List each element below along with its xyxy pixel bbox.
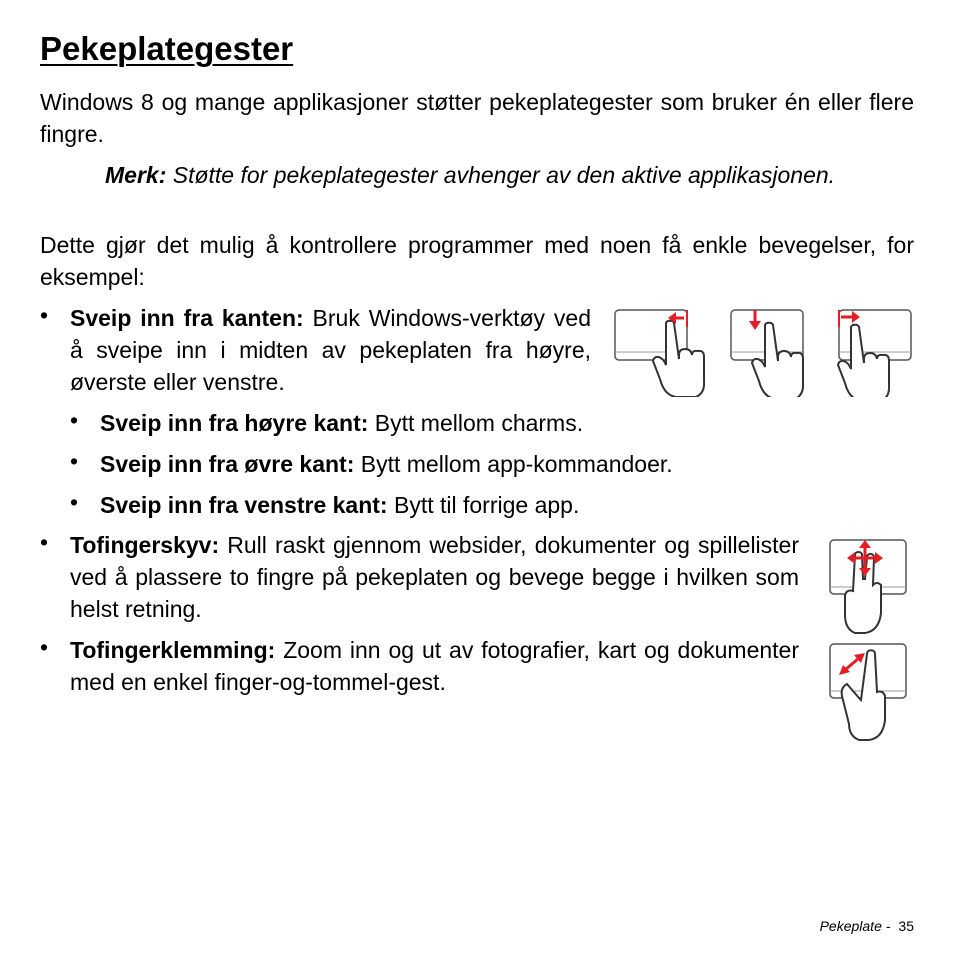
- sub-item-left-edge: [100, 489, 579, 521]
- footer-section: Pekeplate -: [819, 918, 891, 934]
- sub-item-top-edge: [100, 448, 673, 480]
- list-item-text: Zoom inn og ut av fotografier, kart og dokumenter med en enkel finger-og-tommel-gest.: [70, 637, 799, 695]
- lead-paragraph: Dette gjør det mulig å kontrollere programmer med noen få enkle bevegelser, for eksempel:: [40, 232, 914, 290]
- note: [105, 159, 914, 191]
- page-title: Pekeplategester: [40, 30, 294, 67]
- touchpad-swipe-from-right-icon: [612, 305, 712, 397]
- touchpad-swipe-from-left-icon: [835, 305, 920, 397]
- note-text: Støtte for pekeplategester avhenger av den aktive applikasjonen.: [172, 162, 836, 188]
- sub-bullet-marker: •: [70, 489, 79, 515]
- bullet-marker: •: [40, 634, 49, 660]
- sub-item-label: Sveip inn fra venstre kant:: [100, 492, 388, 518]
- list-item-label: Sveip inn fra kanten:: [70, 305, 304, 331]
- note-label: Merk:: [105, 162, 167, 188]
- list-item-two-finger-scroll: [70, 529, 799, 625]
- list-item-swipe-edge: [70, 302, 591, 398]
- sub-item-text: Bytt mellom app-kommandoer.: [360, 451, 673, 477]
- sub-bullet-marker: •: [70, 448, 79, 474]
- list-item-text: Rull raskt gjennom websider, dokumenter og spillelister ved å plassere to fingre på pekeplaten og bevege begge i hvilken som helst retning.: [70, 532, 800, 622]
- sub-item-label: Sveip inn fra høyre kant:: [100, 410, 369, 436]
- sub-bullet-marker: •: [70, 407, 79, 433]
- bullet-marker: •: [40, 302, 49, 328]
- touchpad-two-finger-scroll-icon: [825, 535, 915, 637]
- touchpad-pinch-zoom-icon: [825, 640, 915, 744]
- sub-item-right-edge: [100, 407, 583, 439]
- sub-item-label: Sveip inn fra øvre kant:: [100, 451, 355, 477]
- list-item-pinch: [70, 634, 799, 698]
- page-footer: [820, 918, 914, 934]
- sub-item-text: Bytt mellom charms.: [374, 410, 584, 436]
- sub-item-text: Bytt til forrige app.: [393, 492, 580, 518]
- page-number: 35: [898, 918, 914, 934]
- intro-paragraph: Windows 8 og mange applikasjoner støtter pekeplategester som bruker én eller flere fingre.: [40, 89, 914, 147]
- list-item-label: Tofingerskyv:: [70, 532, 220, 558]
- list-item-label: Tofingerklemming:: [70, 637, 276, 663]
- touchpad-swipe-from-top-icon: [727, 305, 817, 397]
- list-item-text: Bruk Windows-verktøy ved å sveipe inn i midten av pekeplaten fra høyre, øverste eller venstre.: [70, 305, 591, 395]
- bullet-marker: •: [40, 529, 49, 555]
